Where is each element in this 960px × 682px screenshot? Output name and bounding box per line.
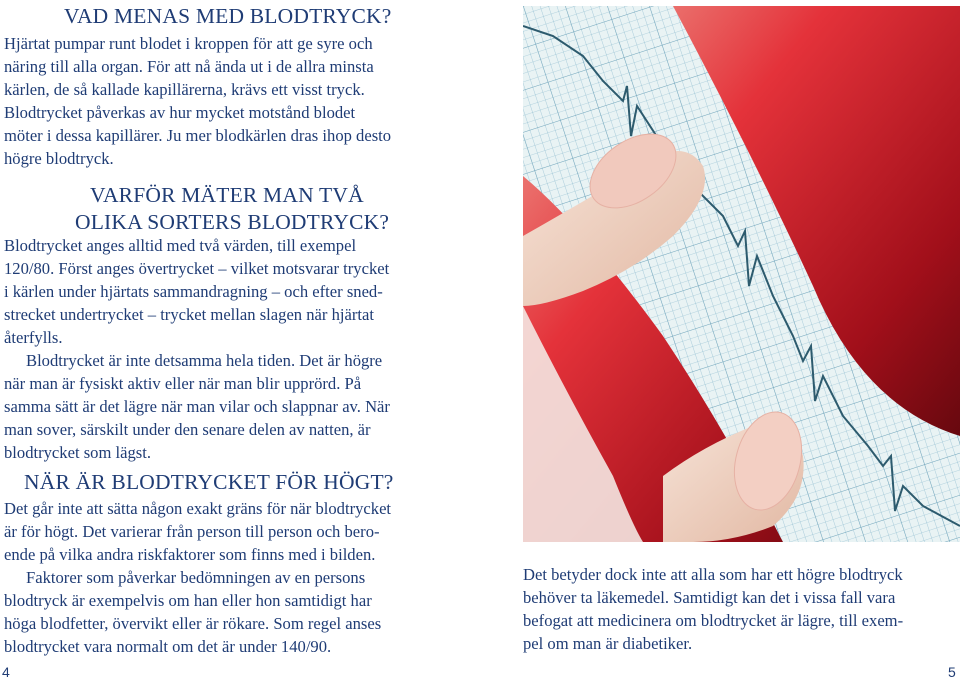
text-line: samma sätt är det lägre när man vilar och slappnar av. När	[4, 397, 390, 416]
heading-vad-menas: VAD MENAS MED BLODTRYCK?	[64, 4, 392, 28]
text-line: pel om man är diabetiker.	[523, 634, 693, 653]
text-line: när man är fysiskt aktiv eller när man blir upprörd. På	[4, 374, 362, 393]
text-line: behöver ta läkemedel. Samtidigt kan det i vissa fall vara	[523, 588, 896, 607]
text-line: är för högt. Det varierar från person till person och bero-	[4, 522, 380, 541]
section2-body	[4, 234, 470, 464]
text-line: högre blodtryck.	[4, 149, 114, 168]
text-line: 120/80. Först anges övertrycket – vilket motsvarar trycket	[4, 259, 390, 278]
text-line: näring till alla organ. För att nå ända ut i de allra minsta	[4, 57, 374, 76]
text-line: Hjärtat pumpar runt blodet i kroppen för att ge syre och	[4, 34, 373, 53]
text-line: blodtryck är exempelvis om han eller hon samtidigt har	[4, 591, 372, 610]
section1-body	[4, 32, 470, 170]
heading-nar-ar-for-hogt: NÄR ÄR BLODTRYCKET FÖR HÖGT?	[24, 470, 394, 494]
text-line: blodtrycket vara normalt om det är under 140/90.	[4, 637, 332, 656]
text-line: blodtrycket som lägst.	[4, 443, 152, 462]
heading-varfor-mater	[75, 182, 390, 236]
text-line: ende på vilka andra riskfaktorer som finns med i bilden.	[4, 545, 376, 564]
text-line: Blodtrycket anges alltid med två värden, till exempel	[4, 236, 357, 255]
heading-line: OLIKA SORTERS BLODTRYCK?	[75, 210, 390, 234]
text-line: Blodtrycket är inte detsamma hela tiden. Det är högre	[26, 351, 383, 370]
text-line: man sover, särskilt under den senare delen av natten, är	[4, 420, 371, 439]
section3-body	[4, 497, 470, 658]
text-line: Det går inte att sätta någon exakt gräns för när blodtrycket	[4, 499, 392, 518]
text-line: Det betyder dock inte att alla som har ett högre blodtryck	[523, 565, 903, 584]
text-line: befogat att medicinera om blodtrycket är lägre, till exem-	[523, 611, 904, 630]
text-line: Blodtrycket påverkas av hur mycket motstånd blodet	[4, 103, 356, 122]
text-line: höga blodfetter, övervikt eller är rökare. Som regel anses	[4, 614, 382, 633]
right-page-text	[523, 563, 957, 655]
text-line: återfylls.	[4, 328, 63, 347]
ecg-photo	[523, 6, 960, 542]
heading-line: VARFÖR MÄTER MAN TVÅ	[90, 183, 364, 207]
text-line: kärlen, de så kallade kapillärerna, krävs ett visst tryck.	[4, 80, 365, 99]
page-number-left: 4	[2, 664, 10, 680]
ecg-printout-icon	[523, 6, 960, 542]
text-line: Faktorer som påverkar bedömningen av en persons	[26, 568, 366, 587]
page-number-right: 5	[948, 664, 956, 680]
text-line: möter i dessa kapillärer. Ju mer blodkärlen dras ihop desto	[4, 126, 392, 145]
text-line: i kärlen under hjärtats sammandragning – och efter sned-	[4, 282, 383, 301]
text-line: strecket undertrycket – trycket mellan slagen när hjärtat	[4, 305, 374, 324]
